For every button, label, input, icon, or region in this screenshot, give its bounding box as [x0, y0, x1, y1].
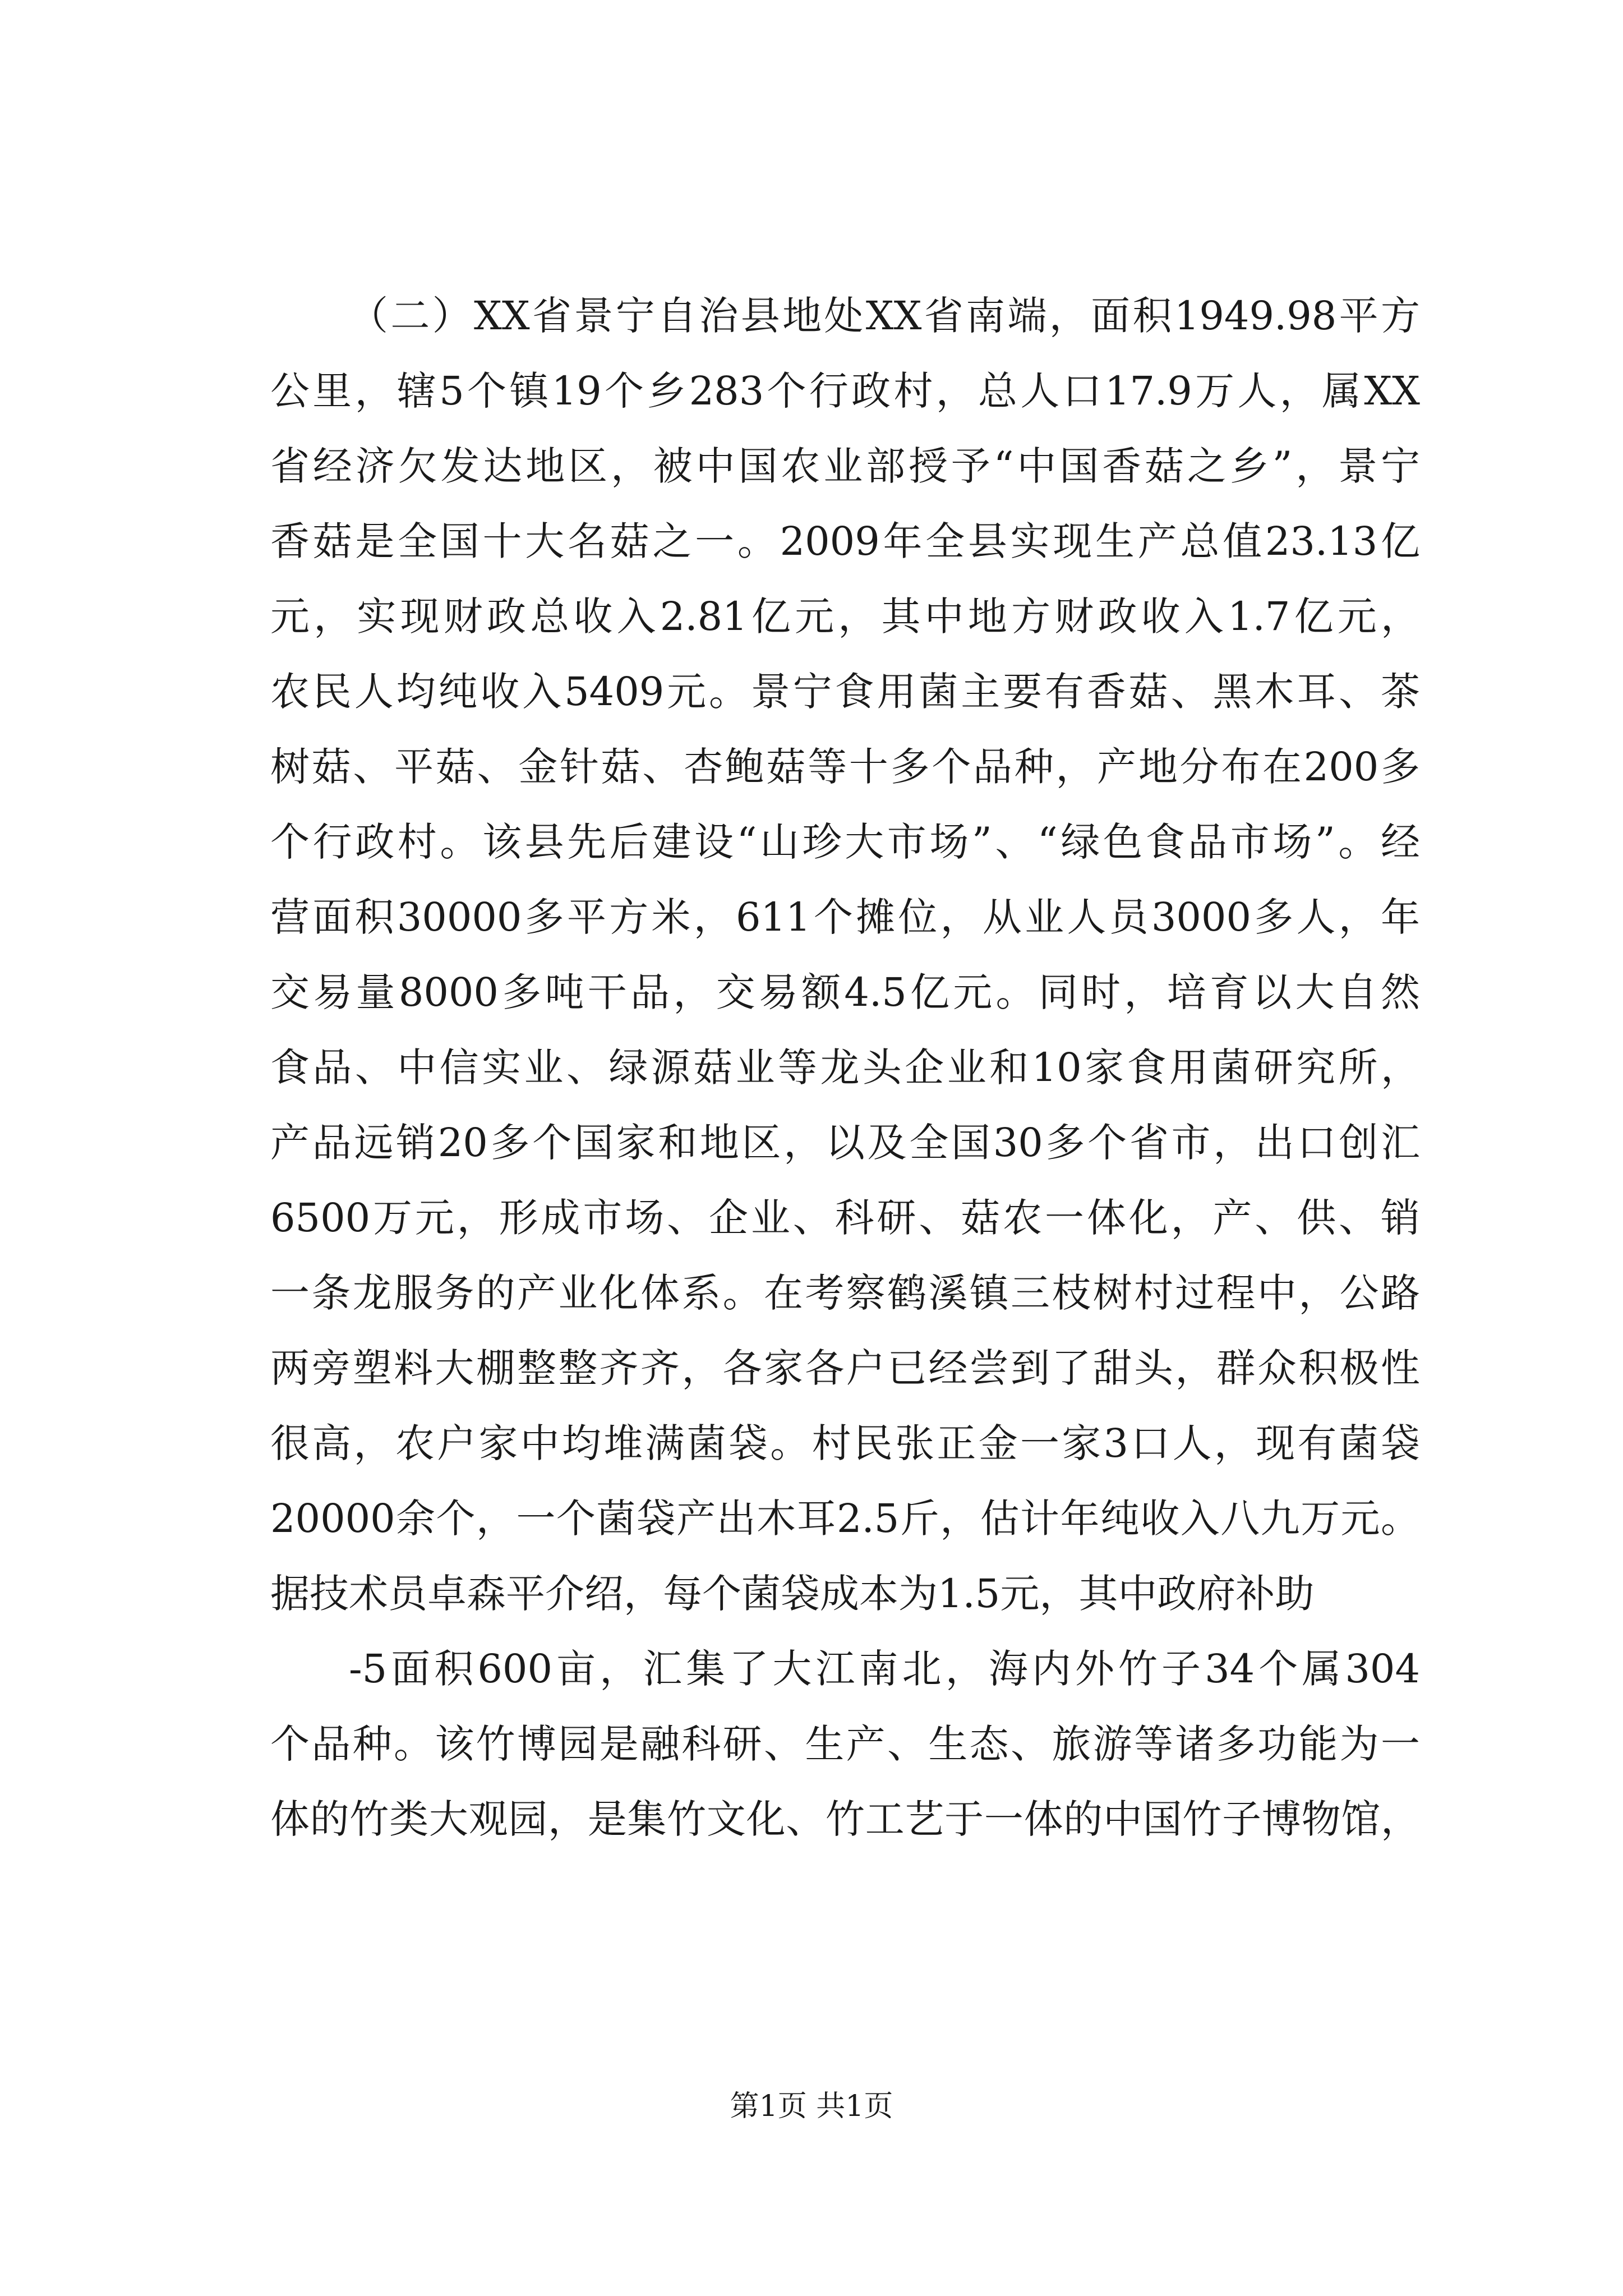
text-line: 农民人均纯收入5409元。景宁食用菌主要有香菇、黑木耳、茶 — [270, 669, 1420, 715]
text-line: 营面积30000多平方米，611个摊位，从业人员3000多人，年 — [270, 894, 1420, 940]
text-line: 一条龙服务的产业化体系。在考察鹤溪镇三枝树村过程中，公路 — [270, 1270, 1420, 1316]
text-line: 个品种。该竹博园是融科研、生产、生态、旅游等诸多功能为一 — [270, 1721, 1420, 1767]
text-line: 据技术员卓森平介绍，每个菌袋成本为1.5元，其中政府补助 — [270, 1571, 1315, 1617]
text-line: 香菇是全国十大名菇之一。2009年全县实现生产总值23.13亿 — [270, 518, 1420, 564]
text-line: 树菇、平菇、金针菇、杏鲍菇等十多个品种，产地分布在200多 — [270, 744, 1420, 790]
text-line: 20000余个，一个菌袋产出木耳2.5斤，估计年纯收入八九万元。 — [270, 1496, 1420, 1542]
text-line: 省经济欠发达地区，被中国农业部授予“中国香菇之乡”，景宁 — [270, 443, 1420, 489]
text-line: 产品远销20多个国家和地区，以及全国30多个省市，出口创汇 — [270, 1120, 1420, 1166]
text-line: 体的竹类大观园，是集竹文化、竹工艺于一体的中国竹子博物馆， — [270, 1796, 1420, 1842]
text-line: 交易量8000多吨干品，交易额4.5亿元。同时，培育以大自然 — [270, 969, 1420, 1015]
text-line: 个行政村。该县先后建设“山珍大市场”、“绿色食品市场”。经 — [270, 819, 1420, 865]
text-line: 元，实现财政总收入2.81亿元，其中地方财政收入1.7亿元， — [270, 593, 1420, 639]
text-line: 6500万元，形成市场、企业、科研、菇农一体化，产、供、销 — [270, 1195, 1420, 1241]
text-line: 很高，农户家中均堆满菌袋。村民张正金一家3口人，现有菌袋 — [270, 1420, 1420, 1466]
text-line: 食品、中信实业、绿源菇业等龙头企业和10家食用菌研究所， — [270, 1045, 1420, 1091]
text-line: 公里，辖5个镇19个乡283个行政村，总人口17.9万人，属XX — [270, 368, 1420, 414]
text-line: （二）XX省景宁自治县地处XX省南端，面积1949.98平方 — [349, 293, 1420, 339]
page-number-footer: 第1页 共1页 — [730, 2090, 893, 2123]
text-line: 两旁塑料大棚整整齐齐，各家各户已经尝到了甜头，群众积极性 — [270, 1345, 1420, 1391]
text-line: -5面积600亩，汇集了大江南北，海内外竹子34个属304 — [349, 1646, 1420, 1692]
